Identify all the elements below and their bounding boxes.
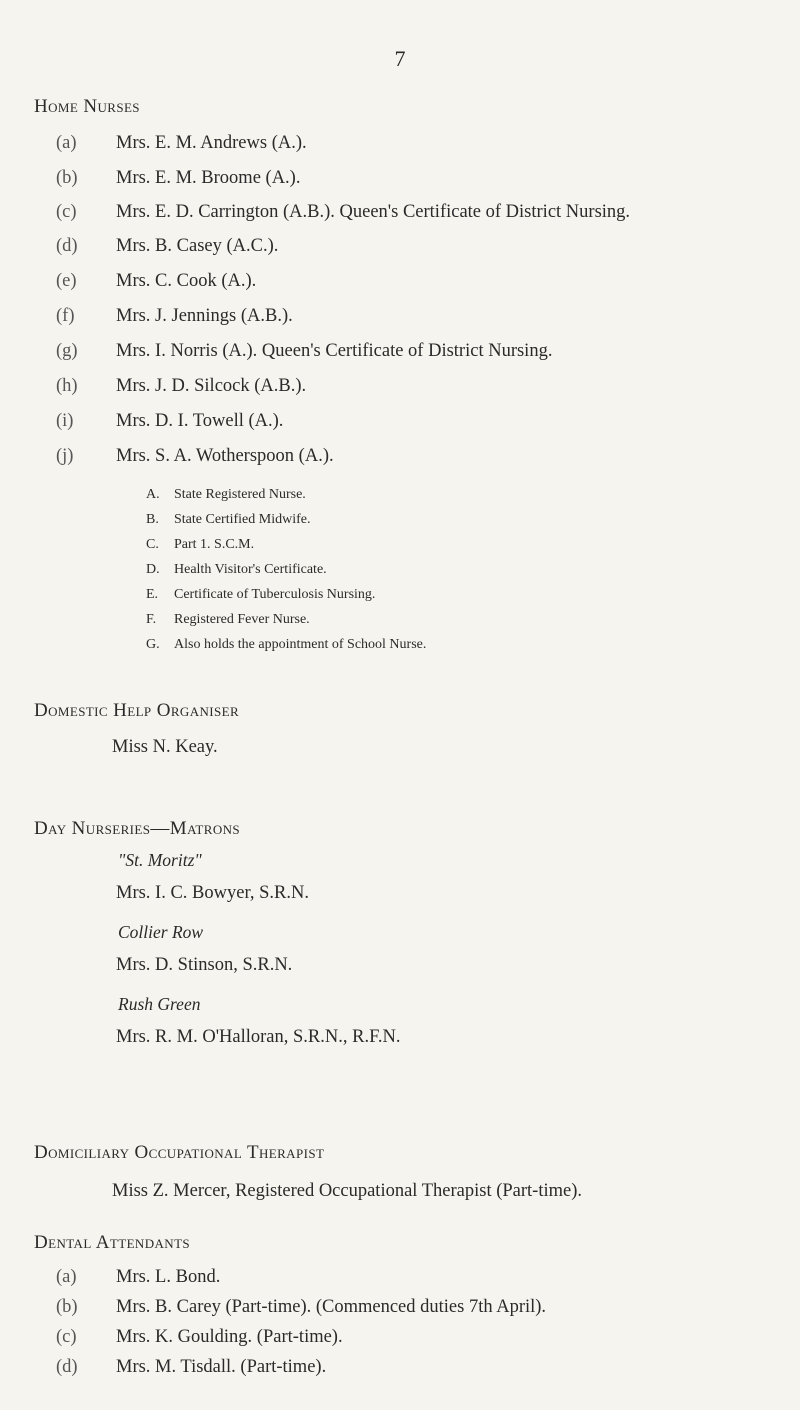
dental-attendants-heading: Dental Attendants [34,1232,191,1253]
key-letter: F. [146,612,157,627]
key-item [34,485,774,505]
key-letter: A. [146,487,160,502]
key-text: Registered Fever Nurse. [174,612,310,627]
key-letter: B. [146,512,159,527]
key-item [34,585,774,605]
item-label: (b) [56,1297,78,1317]
item-text: Mrs. D. I. Towell (A.). [116,411,284,431]
list-item [34,200,774,224]
item-label: (d) [56,1357,78,1377]
item-label: (a) [56,133,77,153]
day-nurseries-section [34,818,774,1050]
dental-attendants-section [34,1232,774,1384]
list-item [34,1324,774,1350]
item-text: Mrs. B. Carey (Part-time). (Commenced duties 7th April). [116,1297,547,1317]
item-text: Mrs. C. Cook (A.). [116,271,257,291]
home-nurses-section [34,96,774,660]
key-item [34,560,774,580]
list-item [34,1294,774,1320]
list-item [34,408,774,434]
key-text: Also holds the appointment of School Nurse. [174,637,427,652]
key-text: State Registered Nurse. [174,487,306,502]
item-text: Mrs. I. Norris (A.). Queen's Certificate of District Nursing. [116,341,553,361]
item-text: Mrs. E. M. Andrews (A.). [116,133,307,153]
nursery-place: "St. Moritz" [118,850,202,870]
nursery-matron: Mrs. D. Stinson, S.R.N. [116,955,293,975]
key-item [34,635,774,655]
item-text: Mrs. K. Goulding. (Part-time). [116,1327,343,1347]
occupational-therapist-heading: Domiciliary Occupational Therapist [34,1142,325,1163]
item-text: Mrs. J. Jennings (A.B.). [116,306,293,326]
item-label: (e) [56,271,77,291]
nursery-matron: Mrs. R. M. O'Halloran, S.R.N., R.F.N. [116,1027,401,1047]
home-nurses-heading: Home Nurses [34,96,140,117]
list-item [34,373,774,399]
key-item [34,610,774,630]
item-text: Mrs. E. M. Broome (A.). [116,168,301,188]
occupational-therapist-section [34,1142,774,1204]
list-item [34,233,774,259]
nursery-place: Collier Row [118,922,204,942]
nursery-place: Rush Green [118,994,201,1014]
list-item [34,1264,774,1290]
home-nurses-list [34,130,774,469]
list-item [34,165,774,191]
item-text: Mrs. E. D. Carrington (A.B.). Queen's Certificate of District Nursing. [116,202,631,222]
occupational-therapist-person: Miss Z. Mercer, Registered Occupational Therapist (Part-time). [112,1181,583,1201]
list-item [34,130,774,156]
key-letter: C. [146,537,159,552]
item-text: Mrs. M. Tisdall. (Part-time). [116,1357,327,1377]
list-item [34,268,774,294]
item-label: (g) [56,341,78,361]
item-label: (i) [56,411,74,431]
item-text: Mrs. S. A. Wotherspoon (A.). [116,446,334,466]
item-label: (c) [56,202,77,222]
domestic-help-heading: Domestic Help Organiser [34,700,240,721]
nursery-matron: Mrs. I. C. Bowyer, S.R.N. [116,883,310,903]
list-item [34,443,774,469]
day-nurseries-heading: Day Nurseries—Matrons [34,818,241,839]
item-label: (f) [56,306,75,326]
key-text: Certificate of Tuberculosis Nursing. [174,587,376,602]
list-item [34,338,774,364]
item-text: Mrs. L. Bond. [116,1267,221,1287]
item-label: (h) [56,376,78,396]
domestic-help-person: Miss N. Keay. [112,737,218,757]
key-letter: G. [146,637,160,652]
key-text: State Certified Midwife. [174,512,311,527]
key-item [34,510,774,530]
key-text: Part 1. S.C.M. [174,537,255,552]
key-letter: E. [146,587,159,602]
list-item [34,303,774,329]
item-label: (c) [56,1327,77,1347]
dental-attendants-list [34,1264,774,1380]
item-label: (d) [56,236,78,256]
qualification-key [34,485,774,655]
key-item [34,535,774,555]
key-text: Health Visitor's Certificate. [174,562,327,577]
page-number: 7 [394,46,406,71]
item-label: (a) [56,1267,77,1287]
item-text: Mrs. B. Casey (A.C.). [116,236,279,256]
list-item [34,1354,774,1380]
item-label: (j) [56,446,74,466]
key-letter: D. [146,562,160,577]
item-text: Mrs. J. D. Silcock (A.B.). [116,376,307,396]
item-label: (b) [56,168,78,188]
domestic-help-section [34,700,774,760]
